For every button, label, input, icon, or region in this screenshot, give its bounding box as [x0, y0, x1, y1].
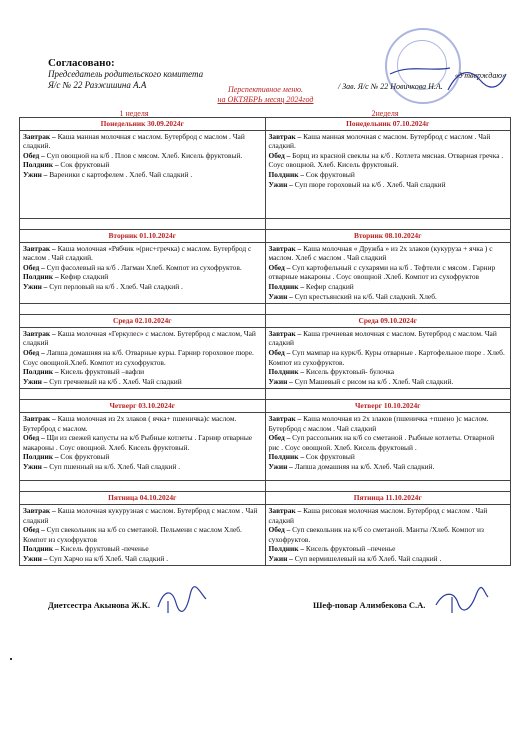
dinner-text: Суп Харчо на к/б Хлеб. Чай сладкий .: [49, 553, 169, 563]
lunch-label: Обед –: [268, 433, 291, 443]
day-cell: [20, 400, 266, 481]
snack-label: Полдник –: [268, 367, 305, 377]
dinner-label: Ужин –: [23, 281, 48, 291]
week-2-label: 2неделя: [371, 109, 399, 118]
snack-text: Кефир сладкий: [305, 281, 354, 291]
dinner-label: Ужин –: [268, 553, 293, 563]
lunch-label: Обед –: [268, 262, 291, 272]
breakfast-label: Завтрак –: [23, 505, 56, 515]
lunch-text: Лапша домашняя на к/б. Отварные куры. Гарнир гороховое пюре. Соус овощной.Хлеб. Компот из сухофруктов.: [23, 347, 254, 367]
menu-table: [19, 117, 511, 566]
dinner-label: Ужин –: [23, 461, 48, 471]
day-title: Понедельник 30.09.2024г: [20, 118, 265, 131]
lunch-label: Обед –: [268, 347, 291, 357]
chair-title: Председатель родительского комитета: [48, 69, 204, 79]
snack-label: Полдник –: [23, 160, 59, 170]
lunch-label: Обед –: [23, 347, 45, 357]
day-cell: [265, 230, 511, 304]
day-cell: [20, 492, 266, 566]
day-cell: [265, 492, 511, 566]
breakfast-label: Завтрак –: [268, 243, 302, 253]
breakfast-label: Завтрак –: [268, 131, 302, 141]
breakfast-text: Каша молочная « Дружба » из 2х злаков (кукуруза + ячка ) с маслом. Хлеб с маслом . Чай сладкий: [268, 243, 493, 263]
day-title: Среда 02.10.2024г: [20, 315, 265, 328]
lunch-label: Обед –: [23, 433, 45, 443]
agreed-title: Согласовано:: [48, 57, 115, 69]
dinner-text: Суп пюре гороховый на к/б . Хлеб. Чай сладкий: [294, 179, 446, 189]
dinner-label: Ужин –: [23, 553, 48, 563]
table-row: [20, 230, 511, 304]
dinner-label: Ужин –: [23, 376, 48, 386]
menu-heading: [0, 85, 531, 105]
breakfast-label: Завтрак –: [23, 243, 56, 253]
day-title: Понедельник 07.10.2024г: [266, 118, 511, 131]
day-title: Четверг 10.10.2024г: [266, 400, 511, 413]
dinner-text: Суп гречневый на к/б . Хлеб. Чай сладкий: [49, 376, 182, 386]
breakfast-text: Каша манная молочная с маслом. Бутерброд с маслом . Чай сладкий.: [268, 131, 491, 151]
lunch-text: Суп мампар на курк/б. Куры отварные . Картофельное пюре . Хлеб. Компот из сухофруктов.: [268, 347, 505, 367]
dinner-text: Суп крестьянский на к/б. Чай сладкий. Хлеб.: [294, 291, 437, 301]
lunch-label: Обед –: [23, 525, 45, 535]
lunch-label: Обед –: [268, 150, 291, 160]
dietitian-signature: [150, 585, 210, 617]
dinner-text: Суп Машевый с рисом на к/б . Хлеб. Чай сладкий.: [294, 376, 454, 386]
snack-label: Полдник –: [268, 544, 305, 554]
table-row: [20, 400, 511, 481]
day-title: Среда 09.10.2024г: [266, 315, 511, 328]
day-title: Вторник 01.10.2024г: [20, 230, 265, 243]
lunch-text: Суп овощной на к/б . Плов с мясом. Хлеб. Кисель фруктовый.: [46, 150, 243, 160]
breakfast-label: Завтрак –: [23, 131, 56, 141]
breakfast-label: Завтрак –: [23, 328, 56, 338]
breakfast-label: Завтрак –: [268, 413, 302, 423]
lunch-text: Суп картофельный с сухарями на к/б . Тефтели с мясом . Гарнир отварные макароны . Соус овощной .Хлеб. Компот из сухофруктов: [268, 262, 496, 282]
dietitian-signature-line: Диетсестра Акынова Ж.К.: [48, 600, 151, 610]
snack-label: Полдник –: [23, 452, 59, 462]
day-cell: [265, 315, 511, 389]
snack-text: Кисель фруктовый –вафли: [60, 367, 145, 377]
breakfast-text: Каша манная молочная с маслом. Бутерброд с маслом . Чай сладкий.: [23, 131, 245, 151]
week-1-label: 1 неделя: [119, 109, 149, 118]
chair-line: Я/с № 22 Разжишина А.А: [48, 80, 147, 90]
dinner-text: Суп перловый на к/б . Хлеб. Чай сладкий .: [49, 281, 183, 291]
dinner-text: Суп вермишелевый на к/б Хлеб. Чай сладкий .: [294, 553, 442, 563]
day-cell: [20, 230, 266, 304]
approved-title: «Утверждаю»: [454, 71, 506, 80]
breakfast-text: Каша гречневая молочная с маслом. Бутерброд с маслом. Чай сладкий: [268, 328, 497, 348]
dinner-label: Ужин –: [268, 291, 293, 301]
table-row: [20, 315, 511, 389]
snack-label: Полдник –: [268, 281, 305, 291]
lunch-label: Обед –: [268, 525, 291, 535]
snack-text: Сок фруктовый: [60, 452, 110, 462]
table-row: [20, 118, 511, 219]
day-cell: [265, 118, 511, 219]
chef-signature: [430, 585, 490, 617]
snack-text: Сок фруктовый: [60, 160, 110, 170]
day-title: Пятница 11.10.2024г: [266, 492, 511, 505]
chef-signature-line: Шеф-повар Алимбекова С.А.: [313, 600, 426, 610]
lunch-text: Борщ из красной свеклы на к/б . Котлета мясная. Отварная гречка . Соус овощной. Хлеб. Кисель фруктовый.: [268, 150, 504, 170]
dinner-text: Лапша домашняя на к/б. Хлеб. Чай сладкий.: [294, 461, 435, 471]
lunch-text: Суп свекольник на к/б со сметаной. Манты /Хлеб. Компот из сухофруктов.: [268, 525, 484, 544]
menu-title: Перспективное меню.: [227, 85, 304, 94]
day-title: Четверг 03.10.2024г: [20, 400, 265, 413]
snack-label: Полдник –: [23, 544, 59, 554]
breakfast-text: Каша молочная «Рябчик »(рис+гречка) с маслом. Бутерброд с маслом . Чай сладкий.: [23, 243, 252, 263]
snack-label: Полдник –: [268, 169, 305, 179]
breakfast-label: Завтрак –: [23, 413, 56, 423]
day-cell: [20, 315, 266, 389]
snack-text: Сок фруктовый: [305, 169, 355, 179]
breakfast-text: Каша молочная из 2х злаков ( ячка+ пшеничка)с маслом. Бутерброд с маслом.: [23, 413, 237, 433]
breakfast-text: Каша рисовая молочная маслом. Бутерброд с маслом . Чай сладкий: [268, 505, 488, 525]
breakfast-text: Каша молочная «Геркулес» с маслом. Бутерброд с маслом, Чай сладкий: [23, 328, 256, 348]
breakfast-label: Завтрак –: [268, 505, 302, 515]
snack-text: Кисель фруктовый- булочка: [305, 367, 395, 377]
day-title: Пятница 04.10.2024г: [20, 492, 265, 505]
table-row: [20, 492, 511, 566]
snack-label: Полдник –: [268, 452, 305, 462]
lunch-text: Щи из свежей капусты на к/б Рыбные котлеты . Гарнир отварные макароны . Соус овощной. Хлеб. Кисель фруктовый.: [23, 433, 253, 452]
stray-mark: [10, 658, 12, 660]
dinner-label: Ужин –: [268, 461, 293, 471]
dinner-text: Суп пшенный на к/б. Хлеб. Чай сладкий .: [49, 461, 181, 471]
dinner-text: Вареники с картофелем . Хлеб. Чай сладкий .: [49, 169, 193, 179]
snack-text: Сок фруктовый: [305, 452, 355, 462]
lunch-text: Суп свекольник на к/б со сметаной. Пельмени с маслом Хлеб. Компот из сухофруктов: [23, 525, 242, 544]
breakfast-label: Завтрак –: [268, 328, 302, 338]
head-line: / Зав. Я/с № 22 Новичкова Н.А.: [338, 82, 443, 91]
day-title: Вторник 08.10.2024г: [266, 230, 511, 243]
dinner-label: Ужин –: [268, 376, 293, 386]
month-line: на ОКТЯБРЬ месяц 2024год: [217, 95, 314, 104]
lunch-label: Обед –: [23, 150, 45, 160]
breakfast-text: Каша молочная кукурузная с маслом. Бутерброд с маслом . Чай сладкий: [23, 505, 258, 525]
day-cell: [20, 118, 266, 219]
day-cell: [265, 400, 511, 481]
snack-text: Кисель фруктовый -печенье: [60, 544, 149, 554]
lunch-label: Обед –: [23, 262, 45, 272]
snack-label: Полдник –: [23, 272, 59, 282]
dinner-label: Ужин –: [268, 179, 293, 189]
snack-text: Кефир сладкий: [60, 272, 109, 282]
snack-label: Полдник –: [23, 367, 59, 377]
lunch-text: Суп рассольник на к/б со сметаной . Рыбные котлеты. Отварной рис . Соус овощной. Хлеб. Кисель фруктовый .: [268, 433, 495, 452]
lunch-text: Суп фасолевый на к/б . Лагман Хлеб. Компот из сухофруктов.: [46, 262, 242, 272]
breakfast-text: Каша молочная из 2х злаков (пшеничка +пшено )с маслом. Бутерброд с маслом . Чай сладкий: [268, 413, 489, 433]
dinner-label: Ужин –: [23, 169, 48, 179]
snack-text: Кисель фруктовый –печенье: [305, 544, 396, 554]
